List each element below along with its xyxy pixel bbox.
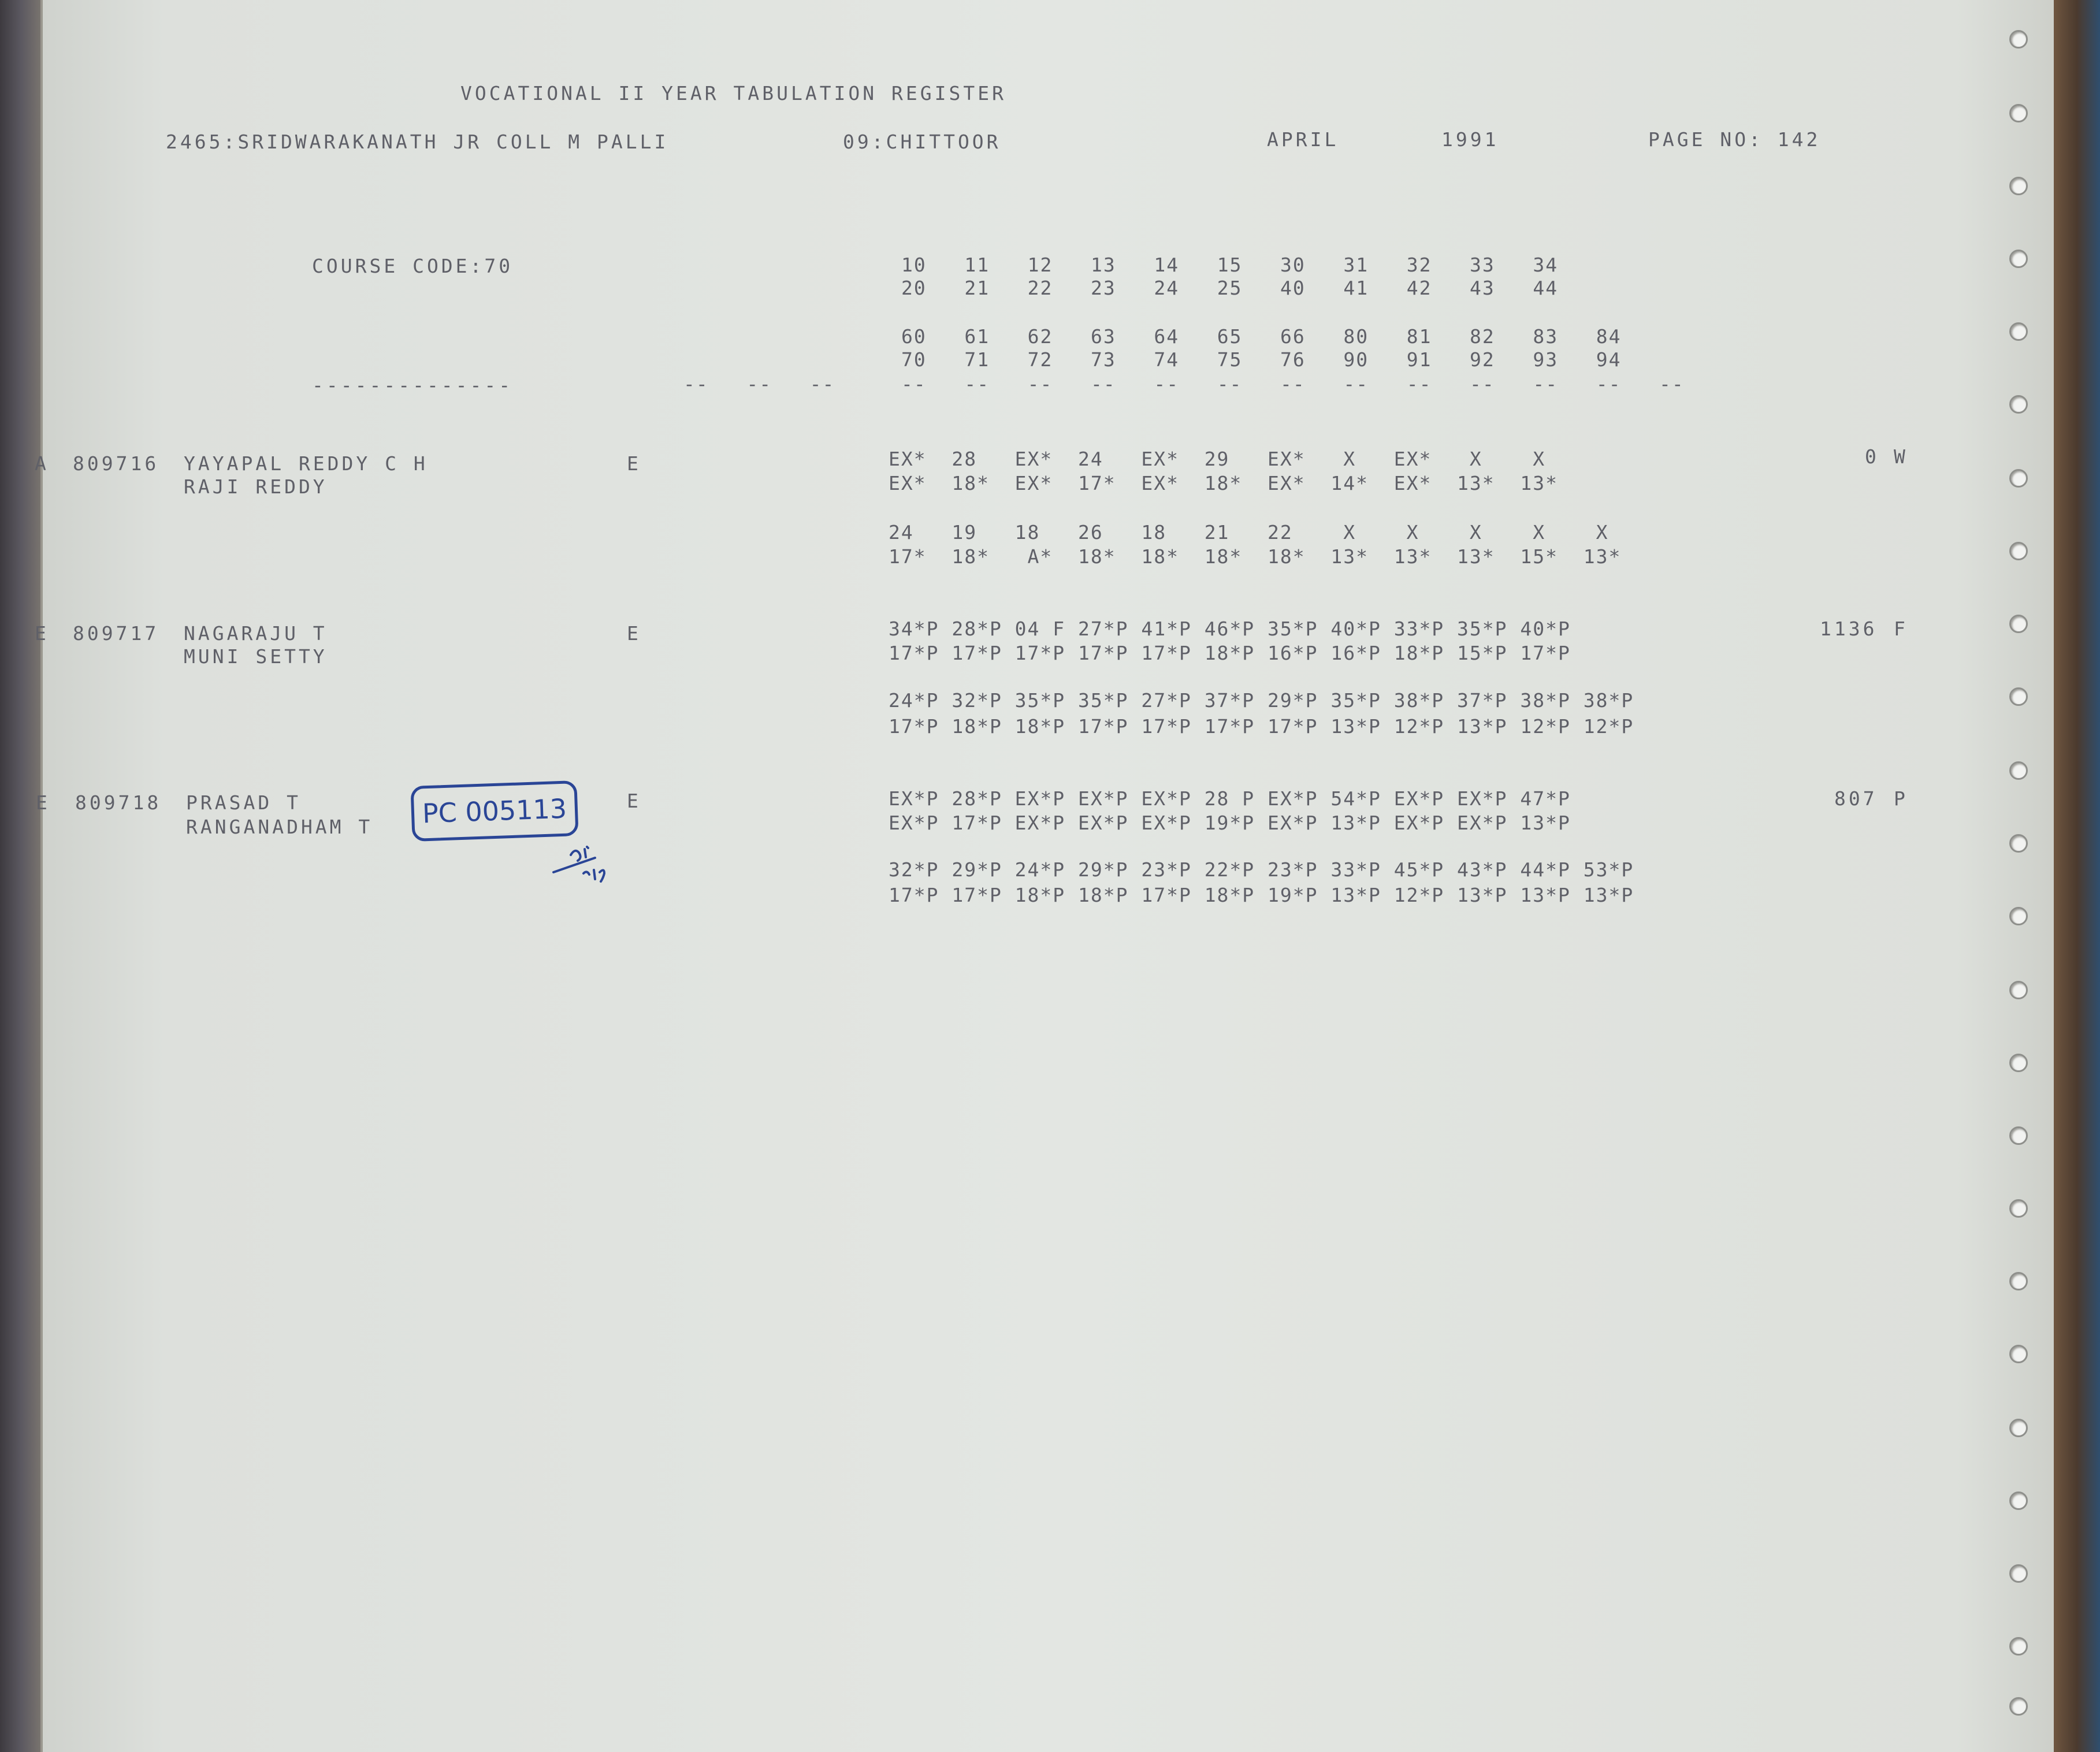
roll-number: 809717: [73, 622, 159, 645]
feed-hole: [2009, 1491, 2028, 1510]
total-marks: 807: [1834, 787, 1878, 810]
feed-hole: [2009, 1126, 2028, 1145]
district-name: 09:CHITTOOR: [843, 131, 1001, 153]
marks-row1: 34*P 28*P 04 F 27*P 41*P 46*P 35*P 40*P 33*P 35*P 40*P: [889, 618, 1571, 640]
result-code: W: [1894, 445, 1908, 468]
feed-hole: [2009, 687, 2028, 706]
marks-row4: 17*P 18*P 18*P 17*P 17*P 17*P 17*P 13*P 12*P 13*P 12*P 12*P: [889, 715, 1634, 738]
feed-hole: [2009, 1419, 2028, 1437]
medium-code: E: [627, 622, 641, 645]
marks-row4: 17* 18* A* 18* 18* 18* 18* 13* 13* 13* 15* 13*: [889, 545, 1622, 568]
marks-row1: EX* 28 EX* 24 EX* 29 EX* X EX* X X: [889, 448, 1546, 470]
parent-name: RANGANADHAM T: [186, 816, 373, 838]
marks-row3: 24 19 18 26 18 21 22 X X X X X: [889, 521, 1609, 544]
feed-hole: [2009, 981, 2028, 999]
feed-hole: [2009, 1637, 2028, 1656]
feed-hole: [2009, 1345, 2028, 1363]
feed-hole: [2009, 1199, 2028, 1218]
medium-code: E: [627, 790, 641, 812]
handwritten-stamp: PC 005113: [410, 780, 578, 842]
feed-hole: [2009, 177, 2028, 195]
feed-hole: [2009, 469, 2028, 488]
marks-row3: 32*P 29*P 24*P 29*P 23*P 22*P 23*P 33*P 45*P 43*P 44*P 53*P: [889, 858, 1634, 881]
tractor-feed-holes: [1999, 0, 2039, 1752]
exam-month: APRIL: [1267, 128, 1339, 151]
student-flag: E: [36, 791, 50, 814]
student-name: YAYAPAL REDDY C H: [184, 452, 428, 475]
feed-hole: [2009, 615, 2028, 633]
feed-hole: [2009, 1054, 2028, 1072]
handwritten-signature: [549, 832, 635, 884]
marks-row4: 17*P 17*P 18*P 18*P 17*P 18*P 19*P 13*P 12*P 13*P 13*P 13*P: [889, 884, 1634, 906]
marks-row3: 24*P 32*P 35*P 35*P 27*P 37*P 29*P 35*P 38*P 37*P 38*P 38*P: [889, 689, 1634, 712]
result-code: P: [1894, 787, 1908, 810]
student-flag: A: [35, 452, 49, 475]
feed-hole: [2009, 761, 2028, 780]
marks-row1: EX*P 28*P EX*P EX*P EX*P 28 P EX*P 54*P EX*P EX*P 47*P: [889, 787, 1571, 810]
feed-hole: [2009, 542, 2028, 560]
roll-number: 809716: [73, 452, 159, 475]
exam-year: 1991: [1441, 128, 1499, 151]
dash-separator: --------------: [312, 374, 514, 396]
course-code: COURSE CODE:70: [312, 255, 514, 277]
feed-hole: [2009, 1272, 2028, 1290]
feed-hole: [2009, 104, 2028, 122]
parent-name: MUNI SETTY: [184, 645, 328, 668]
page-number: PAGE NO: 142: [1648, 128, 1821, 151]
feed-hole: [2009, 907, 2028, 925]
feed-hole: [2009, 395, 2028, 414]
dash-separator-right: -- -- -- -- -- -- -- -- -- -- -- -- --: [901, 373, 1685, 395]
dash-separator-left: -- -- --: [683, 373, 835, 395]
binder-edge-right: [2054, 0, 2100, 1752]
result-code: F: [1894, 618, 1908, 640]
total-marks: 0: [1865, 445, 1879, 468]
student-name: PRASAD T: [186, 791, 301, 814]
feed-hole: [2009, 1697, 2028, 1716]
roll-number: 809718: [75, 791, 162, 814]
feed-hole: [2009, 1564, 2028, 1583]
feed-hole: [2009, 834, 2028, 853]
marks-row2: EX*P 17*P EX*P EX*P EX*P 19*P EX*P 13*P EX*P EX*P 13*P: [889, 812, 1571, 834]
register-title: VOCATIONAL II YEAR TABULATION REGISTER: [460, 82, 1006, 105]
subject-codes-row4: 70 71 72 73 74 75 76 90 91 92 93 94: [901, 348, 1622, 371]
subject-codes-row3: 60 61 62 63 64 65 66 80 81 82 83 84: [901, 325, 1622, 348]
student-flag: E: [35, 622, 49, 645]
college-name: 2465:SRIDWARAKANATH JR COLL M PALLI: [166, 131, 669, 153]
marks-row2: 17*P 17*P 17*P 17*P 17*P 18*P 16*P 16*P 18*P 15*P 17*P: [889, 642, 1571, 664]
total-marks: 1136: [1820, 618, 1878, 640]
feed-hole: [2009, 250, 2028, 268]
parent-name: RAJI REDDY: [184, 475, 328, 498]
medium-code: E: [627, 452, 641, 475]
marks-row2: EX* 18* EX* 17* EX* 18* EX* 14* EX* 13* 13*: [889, 472, 1558, 494]
subject-codes-row2: 20 21 22 23 24 25 40 41 42 43 44: [901, 277, 1559, 299]
subject-codes-row1: 10 11 12 13 14 15 30 31 32 33 34: [901, 254, 1559, 276]
feed-hole: [2009, 30, 2028, 49]
feed-hole: [2009, 322, 2028, 341]
student-name: NAGARAJU T: [184, 622, 328, 645]
